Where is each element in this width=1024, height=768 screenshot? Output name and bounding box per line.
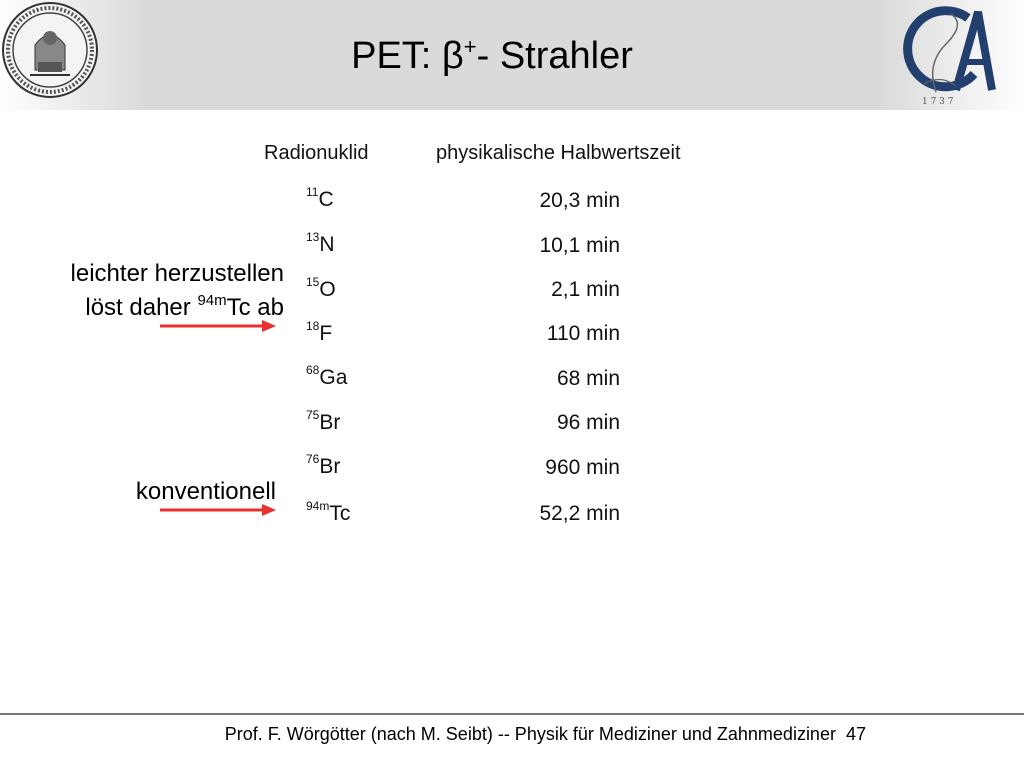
- nuclide-cell: $^{15}$O: [306, 275, 336, 301]
- footer-divider: [0, 713, 1024, 715]
- footer: [0, 723, 866, 745]
- page-number: 47: [845, 724, 866, 744]
- column-header-half-life: physikalische Halbwertszeit: [436, 142, 681, 164]
- half-life-cell: 10,1 min: [539, 234, 620, 257]
- nuclide-cell: $^{18}$F: [306, 319, 333, 345]
- nuclide-cell: $^{94m}$Tc: [306, 499, 351, 525]
- nuclide-cell: $^{68}$Ga: [306, 363, 348, 389]
- nuclide-cell: $^{76}$Br: [306, 452, 341, 478]
- half-life-cell: 52,2 min: [539, 502, 620, 525]
- half-life-cell: 20,3 min: [539, 189, 620, 212]
- half-life-cell: 96 min: [556, 411, 620, 434]
- half-life-cell: 960 min: [545, 456, 620, 479]
- annotation-conventional: konventionell: [135, 478, 276, 505]
- footer-credit: Prof. F. Wörgötter (nach M. Seibt) -- Physik für Mediziner und Zahnmediziner: [224, 724, 836, 744]
- half-life-cell: 68 min: [556, 367, 620, 390]
- annotation-replaces-tc: löst daher $^{94m}$Tc ab: [85, 292, 284, 321]
- arrow-right-icon: [158, 502, 278, 518]
- svg-text:1 7 3 7: 1 7 3 7: [922, 97, 954, 107]
- arrow-right-icon: [158, 318, 278, 334]
- nuclide-cell: $^{13}$N: [306, 230, 335, 256]
- nuclide-cell: $^{75}$Br: [306, 408, 341, 434]
- column-header-radionuclide: Radionuklid: [264, 142, 369, 164]
- slide-title: PET: β+- Strahler: [351, 34, 633, 77]
- nuclide-cell: $^{11}$C: [306, 185, 334, 211]
- half-life-cell: 2,1 min: [551, 278, 620, 301]
- half-life-cell: 110 min: [546, 322, 620, 345]
- annotation-easier-to-produce: leichter herzustellen: [70, 260, 284, 287]
